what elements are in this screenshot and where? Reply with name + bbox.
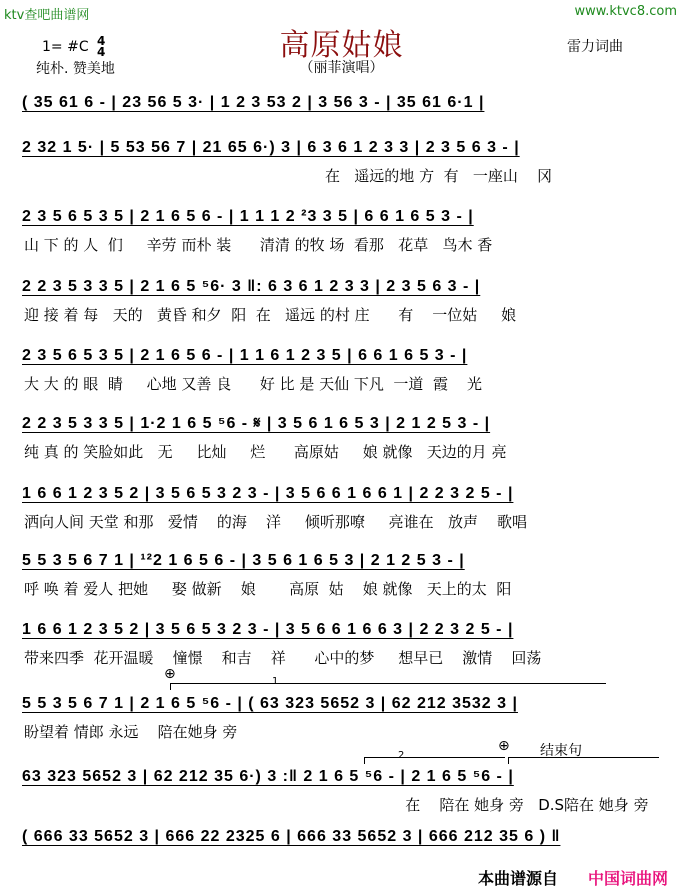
- lyrics-line-11: 在 陪在 她身 旁 D.S陪在 她身 旁: [0, 796, 649, 814]
- notes: 63 323 5652 3 | 62 212 35 6·) 3 :‖ 2 1 6 5 ⁵6 - | 2 1 6 5 ⁵6 - |: [22, 768, 514, 785]
- lyrics-line-2: 在 遥远的地 方 有 一座山 冈: [325, 167, 552, 185]
- coda-icon: ⊕: [164, 666, 176, 682]
- site-watermark-right: www.ktvc8.com: [574, 4, 677, 19]
- score-line-4: [22, 278, 672, 298]
- source-brand-link[interactable]: 中国词曲网: [588, 869, 669, 888]
- lyrics-line-6: 纯 真 的 笑脸如此 无 比灿 烂 高原姑 娘 就像 天边的月 亮: [24, 443, 507, 461]
- score-line-11: [22, 768, 672, 788]
- lyrics-line-9: 带来四季 花开温暖 憧憬 和吉 祥 心中的梦 想早已 激情 回荡: [24, 649, 542, 667]
- notes: 2 2 3 5 3 3 5 | 1·2 1 6 5 ⁵6 - 𝄋 | 3 5 6 1 6 5 3 | 2 1 2 5 3 - |: [22, 415, 491, 432]
- tempo-style: 纯朴. 赞美地: [36, 61, 115, 77]
- score-line-9: [22, 621, 672, 641]
- time-bottom: 4: [97, 45, 106, 59]
- ending-label: 结束句: [540, 743, 582, 759]
- score-line-12: [22, 828, 672, 848]
- singer-note: （丽菲演唱）: [299, 60, 384, 76]
- volta-bracket-1: [170, 683, 606, 690]
- score-line-1: [22, 94, 672, 114]
- ending-bracket: [508, 757, 659, 764]
- score-line-3: [22, 208, 672, 228]
- notes: 1 6 6 1 2 3 5 2 | 3 5 6 5 3 2 3 - | 3 5 6 6 1 6 6 1 | 2 2 3 2 5 - |: [22, 485, 514, 502]
- notes: 5 5 3 5 6 7 1 | 2 1 6 5 ⁵6 - | ( 63 323 5652 3 | 62 212 3532 3 |: [22, 695, 518, 712]
- score-line-7: [22, 485, 672, 505]
- score-line-2: [22, 139, 672, 159]
- song-title: 高原姑娘: [279, 28, 404, 63]
- score-line-6: [22, 415, 672, 435]
- time-top: 4: [97, 34, 106, 48]
- notes: 2 3 5 6 5 3 5 | 2 1 6 5 6 - | 1 1 6 1 2 3 5 | 6 6 1 6 5 3 - |: [22, 347, 468, 364]
- notes: 2 32 1 5· | 5 53 56 7 | 21 65 6·) 3 | 6 3 6 1 2 3 3 | 2 3 5 6 3 - |: [22, 139, 520, 156]
- source-label: 本曲谱源自: [478, 869, 559, 888]
- composer-credit: 雷力词曲: [567, 39, 623, 55]
- lyrics-line-8: 呼 唤 着 爱人 把她 娶 做新 娘 高原 姑 娘 就像 天上的太 阳: [24, 580, 512, 598]
- lyrics-line-7: 洒向人间 天堂 和那 爱情 的海 洋 倾听那嘹 亮谁在 放声 歌唱: [24, 513, 528, 531]
- score-line-5: [22, 347, 672, 367]
- score-line-10: [22, 695, 672, 715]
- lyrics-line-10: 盼望着 情郎 永远 陪在她身 旁: [24, 723, 238, 741]
- notes: 2 3 5 6 5 3 5 | 2 1 6 5 6 - | 1 1 1 2 ²3 3 5 | 6 6 1 6 5 3 - |: [22, 208, 474, 225]
- lyrics-line-4: 迎 接 着 每 天的 黄昏 和夕 阳 在 遥远 的村 庄 有 一位姑 娘: [24, 306, 517, 324]
- notes: 2 2 3 5 3 3 5 | 2 1 6 5 ⁵6· 3 ‖: 6 3 6 1 2 3 3 | 2 3 5 6 3 - |: [22, 278, 481, 295]
- score-line-8: [22, 552, 672, 572]
- lyrics-line-5: 大 大 的 眼 睛 心地 又善 良 好 比 是 天仙 下凡 一道 霞 光: [24, 375, 483, 393]
- notes: ( 666 33 5652 3 | 666 22 2325 6 | 666 33 5652 3 | 666 212 35 6 ) ‖: [22, 828, 561, 845]
- volta-bracket-2: [364, 757, 505, 764]
- volta-1-label: 1: [272, 676, 279, 687]
- site-watermark-left: ktv查吧曲谱网: [4, 8, 90, 23]
- key-label: 1= #C: [42, 39, 89, 55]
- coda-icon: ⊕: [498, 738, 510, 754]
- lyrics-line-3: 山 下 的 人 们 辛劳 而朴 装 清清 的牧 场 看那 花草 鸟木 香: [24, 236, 493, 254]
- notes: ( 35 61 6 - | 23 56 5 3· | 1 2 3 53 2 | 3 56 3 - | 35 61 6·1 |: [22, 94, 485, 111]
- notes: 1 6 6 1 2 3 5 2 | 3 5 6 5 3 2 3 - | 3 5 6 6 1 6 6 3 | 2 2 3 2 5 - |: [22, 621, 514, 638]
- notes: 5 5 3 5 6 7 1 | ¹²2 1 6 5 6 - | 3 5 6 1 6 5 3 | 2 1 2 5 3 - |: [22, 552, 465, 569]
- volta-2-label: 2: [398, 750, 405, 761]
